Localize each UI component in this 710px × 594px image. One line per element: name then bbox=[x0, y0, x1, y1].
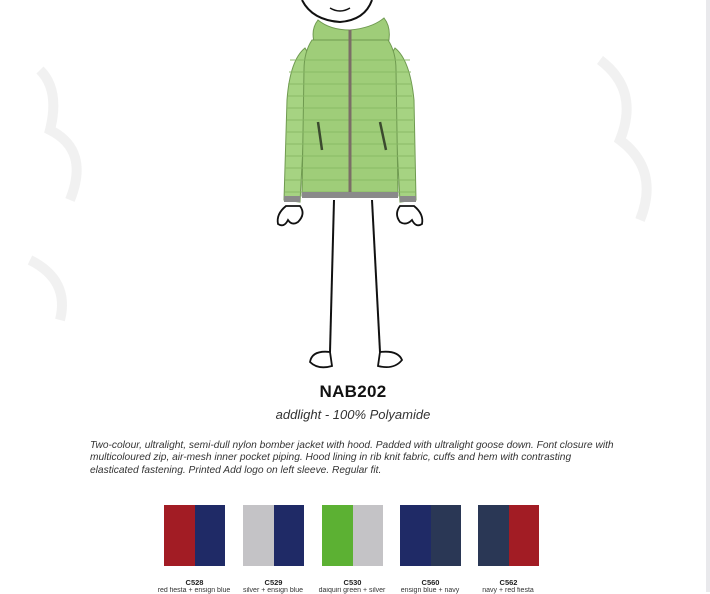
page-edge bbox=[706, 0, 710, 592]
swatch-color-left bbox=[243, 505, 274, 566]
swatch-color-left bbox=[322, 505, 353, 566]
swatch-color-right bbox=[195, 505, 226, 566]
swatch-code: C562 bbox=[499, 578, 518, 587]
swatch-label: red fiesta + ensign blue bbox=[157, 587, 231, 594]
swatch-code: C560 bbox=[421, 578, 440, 587]
right-foot bbox=[378, 352, 402, 367]
swatch-color-right bbox=[509, 505, 540, 566]
mouth-line bbox=[330, 8, 350, 11]
swatch-code: C530 bbox=[343, 578, 362, 587]
swatch-label: silver + ensign blue bbox=[242, 587, 304, 594]
color-swatch-c560 bbox=[400, 505, 461, 566]
right-leg bbox=[372, 200, 380, 352]
left-foot bbox=[310, 352, 332, 368]
swatch-color-right bbox=[274, 505, 305, 566]
swatch-color-right bbox=[353, 505, 384, 566]
product-description: Two-colour, ultralight, semi-dull nylon bomber jacket with hood. Padded with ultralight goose down. Font closure with multicoloured zip, air-mesh inner pocket piping. Hood lining in rib knit fabric, cuffs and hem with contrasting elasticated fastening. Printed Add logo on left sleeve. Regular fit. bbox=[90, 440, 614, 476]
swatch-label: navy + red fiesta bbox=[482, 587, 534, 594]
color-swatch-c530 bbox=[322, 505, 383, 566]
swatch-color-left bbox=[400, 505, 431, 566]
jacket-hem bbox=[302, 192, 398, 198]
jacket-right-cuff bbox=[400, 196, 416, 202]
color-swatch-c529 bbox=[243, 505, 304, 566]
swatch-label: ensign blue + navy bbox=[400, 587, 460, 594]
swatch-label: daiquiri green + silver bbox=[318, 587, 386, 594]
swatch-color-left bbox=[164, 505, 195, 566]
swatch-color-right bbox=[431, 505, 462, 566]
swatch-color-left bbox=[478, 505, 509, 566]
left-leg bbox=[330, 200, 334, 352]
right-hand bbox=[397, 206, 422, 225]
jacket-left-cuff bbox=[284, 196, 300, 202]
swatch-code: C528 bbox=[185, 578, 204, 587]
color-swatch-c562 bbox=[478, 505, 539, 566]
left-hand bbox=[278, 206, 303, 225]
product-code: NAB202 bbox=[319, 382, 387, 401]
color-swatch-c528 bbox=[164, 505, 225, 566]
product-material: addlight - 100% Polyamide bbox=[275, 407, 431, 422]
swatch-code: C529 bbox=[264, 578, 283, 587]
